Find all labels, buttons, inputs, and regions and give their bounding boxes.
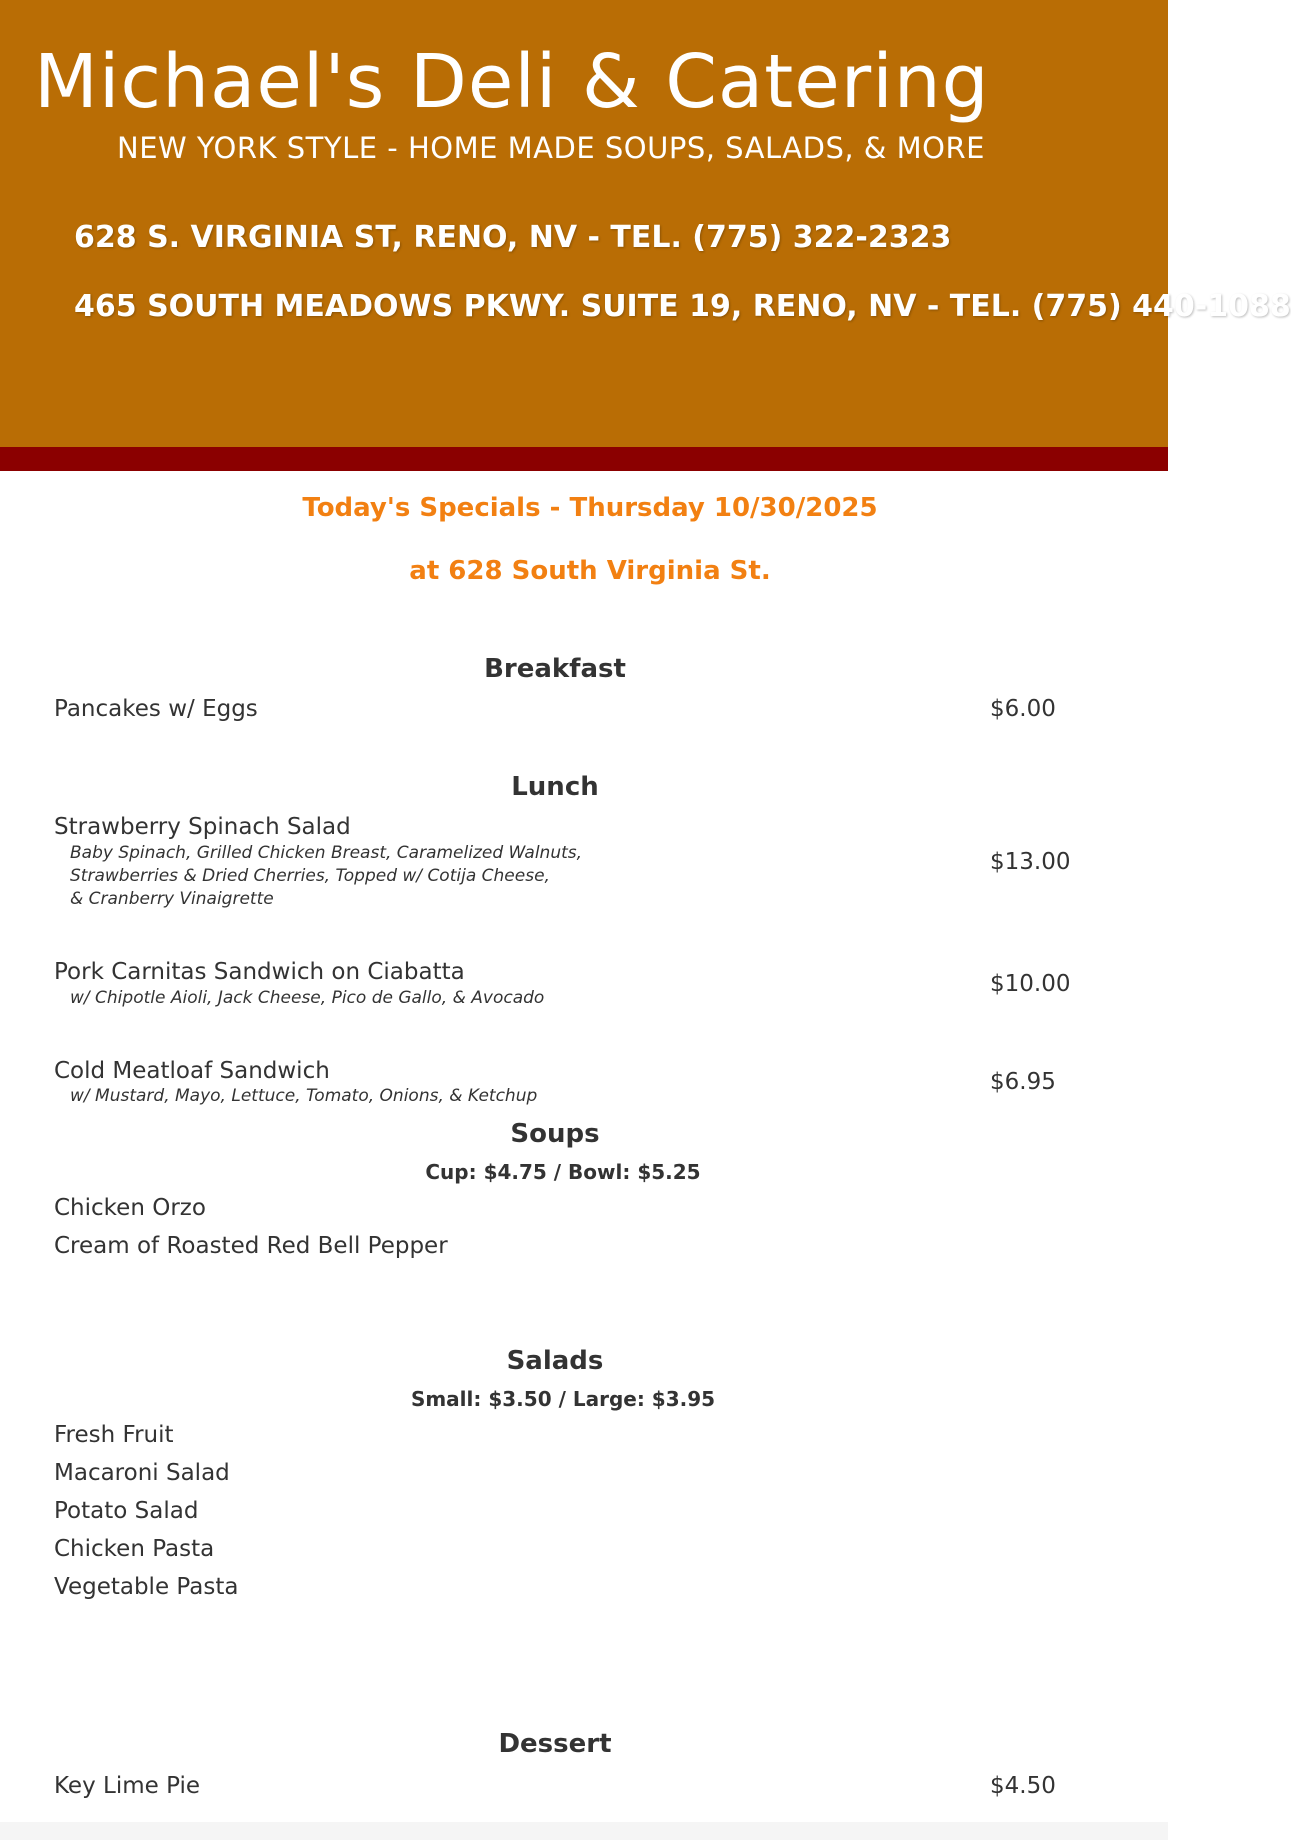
header-divider-stripe <box>0 447 1168 471</box>
menu-item-name: Pancakes w/ Eggs <box>54 696 258 722</box>
section-title-lunch: Lunch <box>511 772 599 802</box>
address-south-meadows: 465 SOUTH MEADOWS PKWY. SUITE 19, RENO, NV - TEL. (775) 440-1088 <box>74 289 1291 324</box>
list-item: Chicken Pasta <box>54 1536 215 1562</box>
menu-item-name: Cold Meatloaf Sandwich <box>54 1058 330 1084</box>
menu-item-description: w/ Mustard, Mayo, Lettuce, Tomato, Onions, & Ketchup <box>70 1086 538 1106</box>
menu-item-description: Baby Spinach, Grilled Chicken Breast, Caramelized Walnuts, <box>70 843 583 863</box>
header-banner <box>0 0 1291 447</box>
menu-item-description: & Cranberry Vinaigrette <box>70 889 274 909</box>
list-item: Potato Salad <box>54 1498 199 1524</box>
specials-location: at 628 South Virginia St. <box>409 556 771 586</box>
soups-pricing: Cup: $4.75 / Bowl: $5.25 <box>425 1160 701 1184</box>
menu-item-price: $6.00 <box>990 696 1056 722</box>
list-item: Fresh Fruit <box>54 1422 174 1448</box>
section-title-dessert: Dessert <box>498 1729 612 1759</box>
menu-item-price: $4.50 <box>990 1773 1056 1799</box>
section-title-soups: Soups <box>510 1119 600 1149</box>
section-title-salads: Salads <box>506 1346 604 1376</box>
section-title-breakfast: Breakfast <box>484 654 626 684</box>
menu-item-price: $6.95 <box>990 1069 1056 1095</box>
menu-item-price: $13.00 <box>990 849 1071 875</box>
list-item: Cream of Roasted Red Bell Pepper <box>54 1233 448 1259</box>
menu-item-description: w/ Chipotle Aioli, Jack Cheese, Pico de Gallo, & Avocado <box>70 988 545 1008</box>
menu-item-name: Strawberry Spinach Salad <box>54 814 351 840</box>
list-item: Macaroni Salad <box>54 1460 230 1486</box>
menu-item-description: Strawberries & Dried Cherries, Topped w/ Cotija Cheese, <box>70 866 550 886</box>
menu-item-price: $10.00 <box>990 971 1071 997</box>
restaurant-tagline: NEW YORK STYLE - HOME MADE SOUPS, SALADS, & MORE <box>117 131 985 165</box>
menu-item-name: Pork Carnitas Sandwich on Ciabatta <box>54 959 465 985</box>
address-virginia-st: 628 S. VIRGINIA ST, RENO, NV - TEL. (775) 322-2323 <box>74 220 952 255</box>
menu-item-name: Key Lime Pie <box>54 1773 200 1799</box>
list-item: Chicken Orzo <box>54 1195 206 1221</box>
salads-pricing: Small: $3.50 / Large: $3.95 <box>410 1387 716 1411</box>
page-bottom-edge <box>0 1822 1168 1840</box>
specials-heading: Today's Specials - Thursday 10/30/2025 <box>302 493 878 523</box>
restaurant-name: Michael's Deli & Catering <box>34 39 990 125</box>
list-item: Vegetable Pasta <box>54 1574 239 1600</box>
